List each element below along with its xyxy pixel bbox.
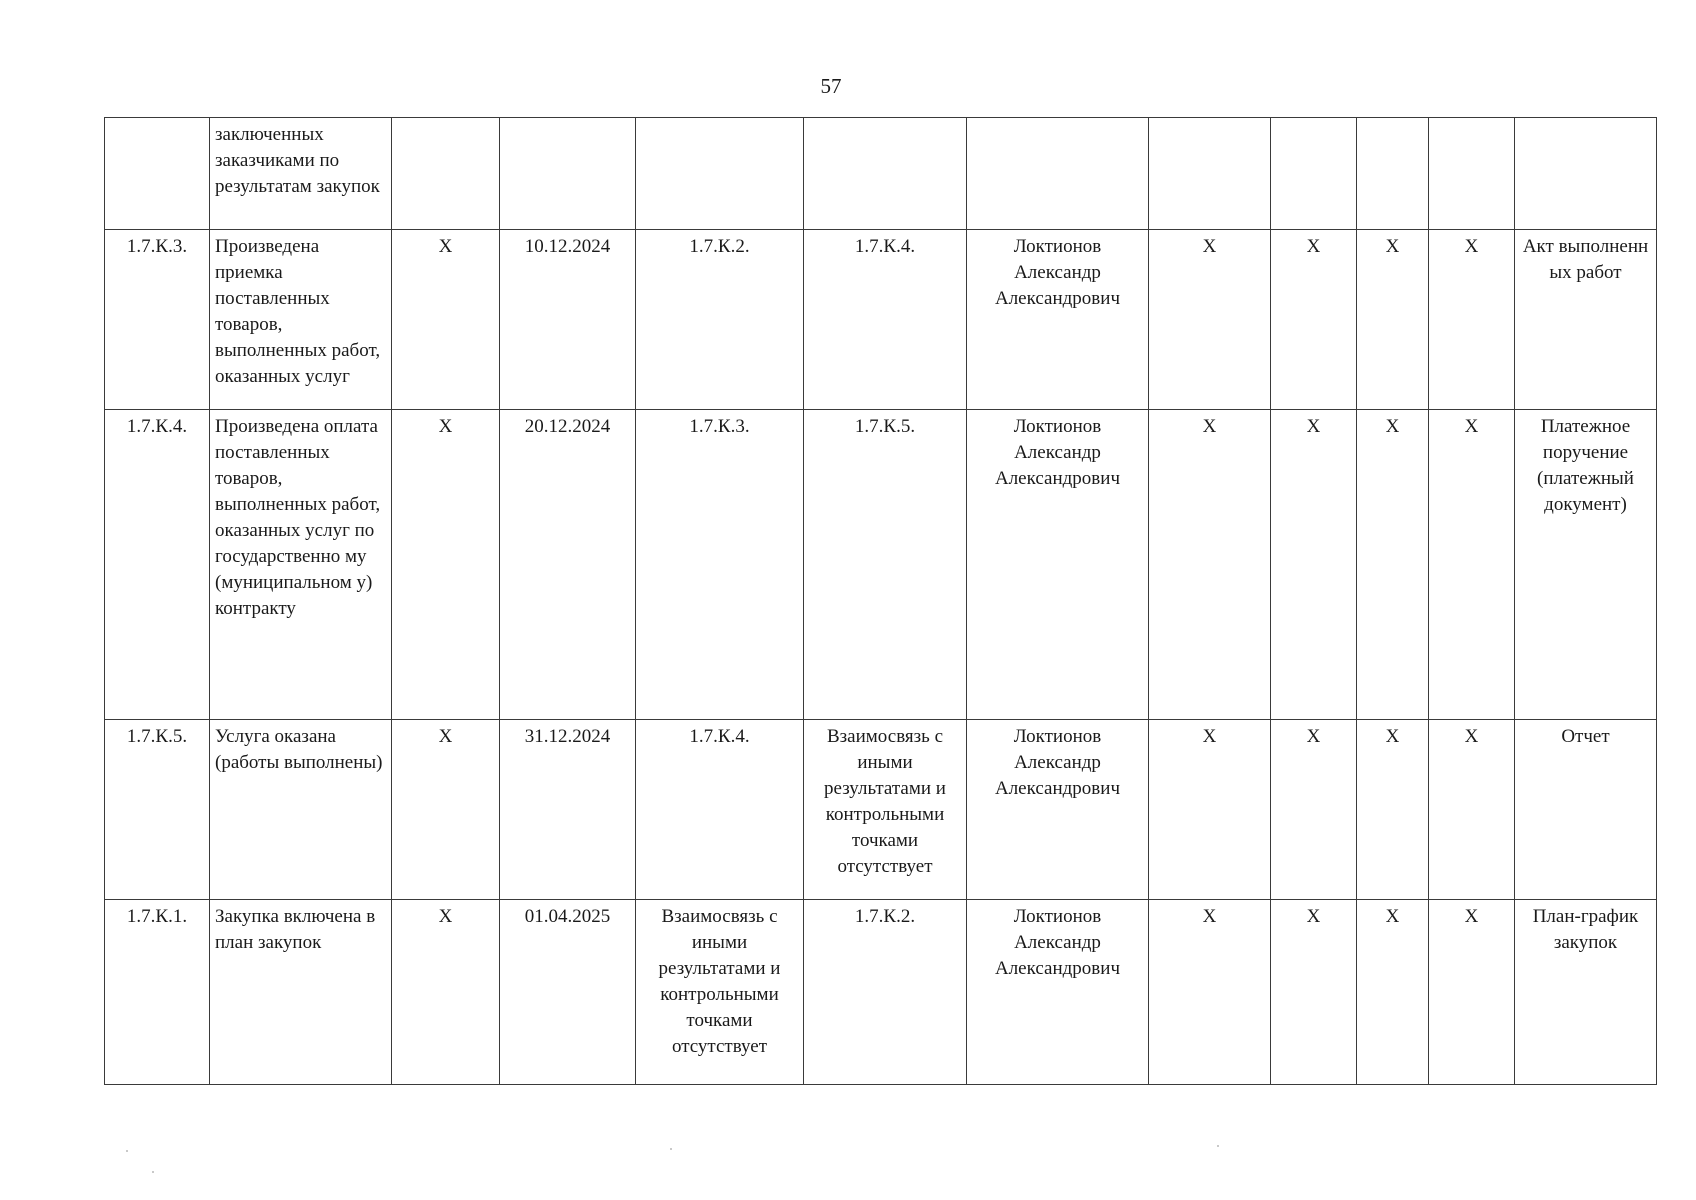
row-mark: X <box>1149 720 1271 900</box>
row-mark: X <box>1149 900 1271 1085</box>
row-next <box>804 118 967 230</box>
row-next: 1.7.К.2. <box>804 900 967 1085</box>
row-next: 1.7.К.4. <box>804 230 967 410</box>
row-mark: X <box>1271 720 1357 900</box>
row-previous: 1.7.К.4. <box>636 720 804 900</box>
table-row <box>105 900 1657 1085</box>
row-mark: X <box>392 900 500 1085</box>
row-responsible: Локтионов Александр Александрович <box>967 410 1149 720</box>
row-document <box>1515 118 1657 230</box>
row-mark: X <box>1149 230 1271 410</box>
row-mark: X <box>1271 900 1357 1085</box>
row-date: 31.12.2024 <box>500 720 636 900</box>
table-row <box>105 410 1657 720</box>
row-code: 1.7.К.3. <box>105 230 210 410</box>
row-mark <box>1149 118 1271 230</box>
row-previous: 1.7.К.3. <box>636 410 804 720</box>
scan-speck <box>1217 1145 1219 1147</box>
row-previous: Взаимосвязь с иными результатами и контрольными точками отсутствует <box>636 900 804 1085</box>
row-code: 1.7.К.4. <box>105 410 210 720</box>
row-mark: X <box>1429 900 1515 1085</box>
scan-speck <box>670 1148 672 1150</box>
row-document: Акт выполненн ых работ <box>1515 230 1657 410</box>
row-mark: X <box>1429 720 1515 900</box>
row-date: 20.12.2024 <box>500 410 636 720</box>
table-row <box>105 230 1657 410</box>
row-next: 1.7.К.5. <box>804 410 967 720</box>
row-mark: X <box>1149 410 1271 720</box>
row-previous <box>636 118 804 230</box>
row-mark: X <box>392 230 500 410</box>
row-name: Услуга оказана (работы выполнены) <box>210 720 392 900</box>
row-code: 1.7.К.5. <box>105 720 210 900</box>
table-row <box>105 118 1657 230</box>
row-mark: X <box>1271 410 1357 720</box>
row-responsible: Локтионов Александр Александрович <box>967 230 1149 410</box>
control-points-table <box>104 117 1657 1085</box>
row-name: Произведена приемка поставленных товаров, выполненных работ, оказанных услуг <box>210 230 392 410</box>
row-previous: 1.7.К.2. <box>636 230 804 410</box>
row-mark: X <box>1357 720 1429 900</box>
scan-speck <box>126 1150 128 1152</box>
row-mark <box>1429 118 1515 230</box>
row-mark: X <box>1429 230 1515 410</box>
row-next: Взаимосвязь с иными результатами и контрольными точками отсутствует <box>804 720 967 900</box>
scan-speck <box>152 1171 154 1173</box>
row-name: заключенных заказчиками по результатам закупок <box>210 118 392 230</box>
row-mark <box>392 118 500 230</box>
row-name: Закупка включена в план закупок <box>210 900 392 1085</box>
row-document: Отчет <box>1515 720 1657 900</box>
row-responsible: Локтионов Александр Александрович <box>967 720 1149 900</box>
row-mark: X <box>1429 410 1515 720</box>
row-mark: X <box>392 720 500 900</box>
row-mark <box>1357 118 1429 230</box>
row-mark: X <box>1357 230 1429 410</box>
row-document: План-график закупок <box>1515 900 1657 1085</box>
row-responsible <box>967 118 1149 230</box>
row-document: Платежное поручение (платежный документ) <box>1515 410 1657 720</box>
row-date: 01.04.2025 <box>500 900 636 1085</box>
row-code <box>105 118 210 230</box>
row-mark: X <box>1357 900 1429 1085</box>
row-responsible: Локтионов Александр Александрович <box>967 900 1149 1085</box>
row-date <box>500 118 636 230</box>
row-code: 1.7.К.1. <box>105 900 210 1085</box>
table-row <box>105 720 1657 900</box>
row-mark: X <box>392 410 500 720</box>
row-mark <box>1271 118 1357 230</box>
row-date: 10.12.2024 <box>500 230 636 410</box>
row-name: Произведена оплата поставленных товаров, выполненных работ, оказанных услуг по государственно му (муниципальном у) контракту <box>210 410 392 720</box>
row-mark: X <box>1271 230 1357 410</box>
page-number: 57 <box>820 74 842 98</box>
row-mark: X <box>1357 410 1429 720</box>
